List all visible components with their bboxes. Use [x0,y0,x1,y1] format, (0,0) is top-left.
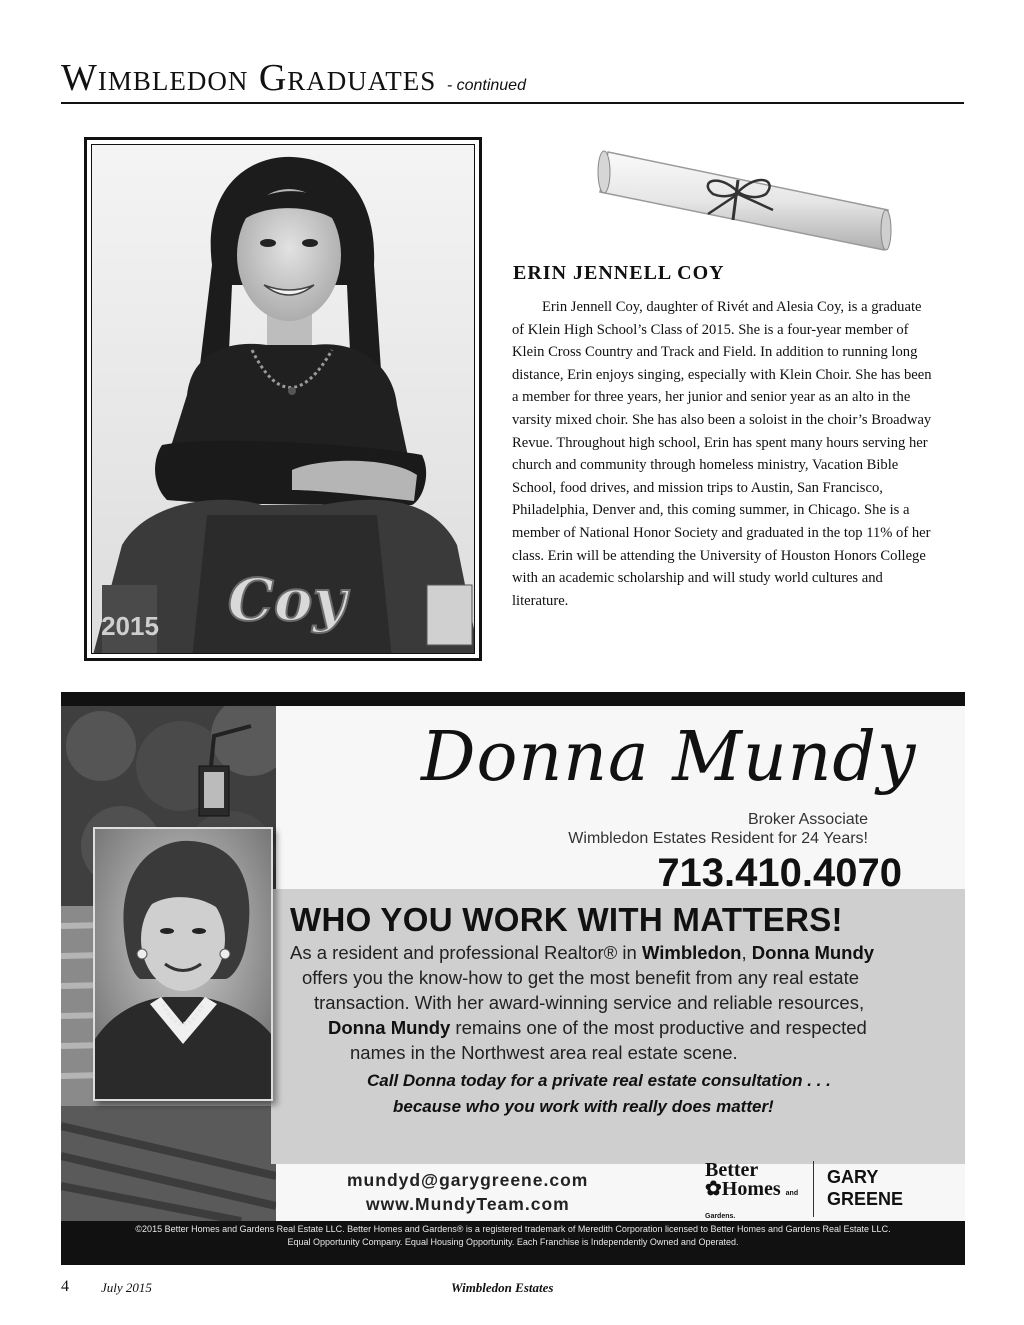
gg-line-1: GARY [827,1167,879,1187]
graduate-bio: Erin Jennell Coy, daughter of Rivét and Alesia Coy, is a graduate of Klein High School’s Class of 2015. She is a four-year member of Klein Cross Country and Track and Field. In addition to running long distance, Erin enjoys singing, especially with Klein Choir. She has been a member for three years, her junior and senior year as an alto in the varsity mixed choir. She has also been a soloist in the choir’s Broadway Revue. Throughout high school, Erin has spent many hours serving her church and community through homeless ministry, Vacation Bible School, food drives, and mission trips to Austin, San Francisco, Philadelphia, Denver and, this coming summer, in Chicago. She is a member of National Honor Society and graduated in the top 11% of her class. Erin will be attending the University of Houston Honors College with an academic scholarship and will study world cultures and literature. [512,299,932,609]
publication-name: Wimbledon Estates [451,1280,554,1295]
jacket-year-text: 2015 [101,611,159,641]
realtor-advertisement [61,692,965,1265]
ad-call-to-action-2: because who you work with really does matter! [393,1097,774,1116]
ad-headline: WHO YOU WORK WITH MATTERS! [290,901,843,938]
page-header [61,56,964,104]
agent-website[interactable]: www.MundyTeam.com [366,1194,570,1214]
ad-call-to-action-1: Call Donna today for a private real estate consultation . . . [367,1071,831,1090]
bhg-small-text: and Gardens. [705,1190,799,1220]
page-footer [61,1278,965,1298]
ad-copy-bold: Donna Mundy [328,1017,451,1038]
ad-copy-line-2: offers you the know-how to get the most benefit from any real estate [302,967,860,988]
issue-date: July 2015 [101,1280,152,1295]
better-homes-logo [705,1161,805,1221]
agent-photo [93,827,273,1101]
ad-copy-line-5: names in the Northwest area real estate scene. [350,1042,738,1063]
logo-divider [813,1161,814,1217]
page-number: 4 [61,1278,69,1295]
ad-copy-text: As a resident and professional Realtor® in [290,942,642,963]
ad-copy-line-3: transaction. With her award-winning service and reliable resources, [314,992,865,1013]
jacket-name-text: Coy [227,566,347,634]
agent-phone[interactable]: 713.410.4070 [657,851,902,895]
bhg-line-1: Better [705,1159,759,1181]
ad-copy-bold: Wimbledon [641,942,742,963]
diploma-illustration [588,132,908,262]
ad-copy-text: , [741,942,752,963]
ad-copy-line-1 [290,942,874,964]
bhg-line-2-text: Homes [721,1178,781,1200]
graduate-name: ERIN JENNELL COY [513,262,725,284]
ad-copy-text: remains one of the most productive and respected [450,1017,867,1038]
ad-legal-disclaimer [61,1223,965,1249]
gary-greene-logo [827,1166,903,1210]
leaf-icon: ✿ [705,1178,722,1200]
ad-legal-line-1: ©2015 Better Homes and Gardens Real Estate LLC. Better Homes and Gardens® is a registered trademark of Meredith Corporation licensed to Better Homes and Gardens Real Estate LLC. [135,1224,891,1234]
ad-copy-line-4 [328,1017,867,1039]
graduate-photo [91,144,475,654]
agent-email[interactable]: mundyd@garygreene.com [347,1170,589,1190]
graduate-photo-frame [84,137,482,661]
agent-name-script: Donna Mundy [421,718,917,797]
section-title [61,58,526,106]
ad-panel [61,706,965,1221]
continued-label: - continued [446,77,526,94]
ad-copy-bold: Donna Mundy [751,942,875,963]
agent-role: Broker Associate [747,811,868,828]
bhg-line-2 [705,1180,805,1221]
section-title-text: Wimbledon Graduates [61,57,437,99]
gg-line-2: GREENE [827,1189,904,1209]
ad-legal-line-2: Equal Opportunity Company. Equal Housing Opportunity. Each Franchise is Independently Owned and Operated. [287,1237,739,1247]
agent-resident-note: Wimbledon Estates Resident for 24 Years! [568,830,868,847]
